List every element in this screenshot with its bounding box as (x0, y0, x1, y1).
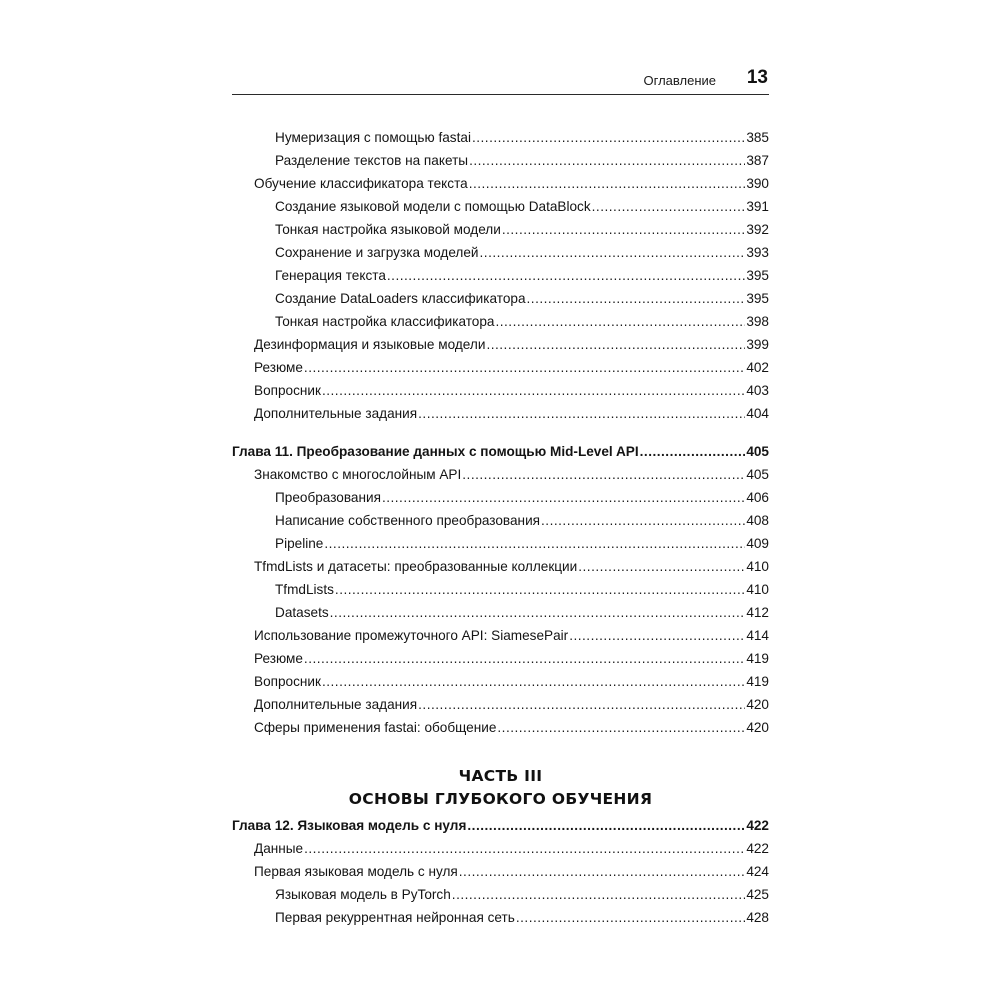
toc-entry-page: 406 (746, 490, 769, 505)
toc-entry-page: 399 (746, 337, 769, 352)
toc-entry-label: Разделение текстов на пакеты (275, 153, 469, 168)
toc-entry[interactable] (232, 467, 769, 490)
toc-entry-page: 387 (746, 153, 769, 168)
toc-entry[interactable] (232, 360, 769, 383)
toc-entry[interactable] (232, 176, 769, 199)
toc-entry[interactable] (232, 199, 769, 222)
toc-entry[interactable] (232, 268, 769, 291)
dot-leader (497, 720, 745, 735)
dot-leader (335, 582, 745, 597)
running-header (232, 62, 769, 95)
toc-entry-label: Создание DataLoaders классификатора (275, 291, 526, 306)
toc-chapter-entry[interactable] (232, 818, 769, 841)
toc-entry-label: Языковая модель в PyTorch (275, 887, 451, 902)
toc-entry-label: Резюме (254, 651, 303, 666)
toc-entry[interactable] (232, 697, 769, 720)
toc-entry-page: 385 (746, 130, 769, 145)
toc-entry-label: Сферы применения fastai: обобщение (254, 720, 497, 735)
toc-entry-page: 395 (746, 291, 769, 306)
toc-entry[interactable] (232, 130, 769, 153)
dot-leader (486, 337, 745, 352)
toc-entry-label: Генерация текста (275, 268, 386, 283)
toc-entry-label: Сохранение и загрузка моделей (275, 245, 479, 260)
toc-entry-page: 391 (746, 199, 769, 214)
dot-leader (330, 605, 746, 620)
toc-entry-label: Первая рекуррентная нейронная сеть (275, 910, 515, 925)
dot-leader (578, 559, 745, 574)
toc-entry-label: Тонкая настройка языковой модели (275, 222, 501, 237)
toc-entry-page: 398 (746, 314, 769, 329)
toc-entry[interactable] (232, 245, 769, 268)
toc-entry-page: 392 (746, 222, 769, 237)
toc-section-chapter-12 (232, 818, 769, 933)
dot-leader (304, 651, 745, 666)
toc-entry-label: Вопросник (254, 383, 321, 398)
toc-entry[interactable] (232, 222, 769, 245)
dot-leader (527, 291, 746, 306)
toc-entry-page: 419 (746, 674, 769, 689)
toc-entry-label: Глава 12. Языковая модель с нуля (232, 818, 467, 833)
toc-entry[interactable] (232, 628, 769, 651)
dot-leader (382, 490, 745, 505)
toc-entry-page: 410 (746, 559, 769, 574)
toc-entry-page: 422 (746, 818, 769, 833)
toc-entry[interactable] (232, 887, 769, 910)
toc-entry[interactable] (232, 153, 769, 176)
toc-entry[interactable] (232, 841, 769, 864)
dot-leader (418, 697, 745, 712)
toc-entry[interactable] (232, 559, 769, 582)
page-number: 13 (746, 67, 768, 88)
dot-leader (324, 536, 745, 551)
toc-entry-label: Данные (254, 841, 304, 856)
toc-entry-label: Вопросник (254, 674, 321, 689)
toc-entry-label: Pipeline (275, 536, 324, 551)
toc-entry[interactable] (232, 383, 769, 406)
header-title: Оглавление (643, 73, 716, 88)
part-title: ОСНОВЫ ГЛУБОКОГО ОБУЧЕНИЯ (348, 790, 653, 808)
toc-entry-label: Нумеризация с помощью fastai (275, 130, 471, 145)
toc-entry[interactable] (232, 720, 769, 743)
toc-entry-page: 403 (746, 383, 769, 398)
toc-entry-label: Первая языковая модель с нуля (254, 864, 458, 879)
toc-entry-label: Дополнительные задания (254, 697, 418, 712)
toc-entry-page: 393 (746, 245, 769, 260)
toc-section-chapter-10-tail (232, 130, 769, 429)
dot-leader (640, 444, 746, 459)
dot-leader (459, 864, 746, 879)
toc-entry-label: Знакомство с многослойным API (254, 467, 462, 482)
toc-entry[interactable] (232, 910, 769, 933)
toc-entry-page: 405 (746, 467, 769, 482)
part-heading (232, 765, 769, 811)
dot-leader (387, 268, 745, 283)
toc-entry-page: 395 (746, 268, 769, 283)
toc-entry-label: Дезинформация и языковые модели (254, 337, 486, 352)
toc-entry-label: Создание языковой модели с помощью DataBlock (275, 199, 591, 214)
toc-entry[interactable] (232, 337, 769, 360)
dot-leader (304, 841, 745, 856)
dot-leader (469, 153, 745, 168)
toc-entry[interactable] (232, 291, 769, 314)
toc-entry-label: Резюме (254, 360, 303, 375)
toc-entry-label: TfmdLists (275, 582, 334, 597)
toc-entry-page: 405 (746, 444, 769, 459)
dot-leader (472, 130, 745, 145)
toc-entry-page: 412 (746, 605, 769, 620)
dot-leader (322, 383, 745, 398)
toc-chapter-entry[interactable] (232, 444, 769, 467)
toc-entry[interactable] (232, 490, 769, 513)
toc-entry-label: Тонкая настройка классификатора (275, 314, 495, 329)
toc-entry-page: 422 (746, 841, 769, 856)
toc-entry-page: 390 (746, 176, 769, 191)
dot-leader (569, 628, 745, 643)
toc-entry-label: Datasets (275, 605, 329, 620)
toc-entry-page: 419 (746, 651, 769, 666)
toc-entry[interactable] (232, 536, 769, 559)
dot-leader (304, 360, 745, 375)
dot-leader (467, 818, 745, 833)
toc-entry-page: 410 (746, 582, 769, 597)
toc-entry-label: Использование промежуточного API: SiamesePair (254, 628, 569, 643)
toc-entry[interactable] (232, 605, 769, 628)
toc-entry[interactable] (232, 513, 769, 536)
dot-leader (516, 910, 745, 925)
part-number: ЧАСТЬ III (458, 767, 543, 785)
toc-entry-page: 428 (746, 910, 769, 925)
toc-entry-label: Глава 11. Преобразование данных с помощью Mid-Level API (232, 444, 639, 459)
dot-leader (462, 467, 745, 482)
dot-leader (469, 176, 746, 191)
dot-leader (502, 222, 745, 237)
toc-entry-label: Обучение классификатора текста (254, 176, 468, 191)
toc-entry[interactable] (232, 582, 769, 605)
toc-entry[interactable] (232, 651, 769, 674)
toc-entry[interactable] (232, 406, 769, 429)
dot-leader (480, 245, 746, 260)
toc-entry-label: TfmdLists и датасеты: преобразованные коллекции (254, 559, 578, 574)
dot-leader (418, 406, 745, 421)
toc-section-chapter-11 (232, 444, 769, 743)
dot-leader (541, 513, 745, 528)
toc-entry-page: 414 (746, 628, 769, 643)
dot-leader (322, 674, 745, 689)
toc-entry-label: Дополнительные задания (254, 406, 418, 421)
toc-entry-page: 409 (746, 536, 769, 551)
toc-entry[interactable] (232, 864, 769, 887)
toc-entry-page: 420 (746, 697, 769, 712)
toc-entry-page: 420 (746, 720, 769, 735)
dot-leader (452, 887, 746, 902)
toc-entry-page: 425 (746, 887, 769, 902)
dot-leader (592, 199, 746, 214)
toc-entry-page: 408 (746, 513, 769, 528)
toc-entry[interactable] (232, 674, 769, 697)
toc-entry-page: 402 (746, 360, 769, 375)
toc-entry-page: 424 (746, 864, 769, 879)
toc-entry[interactable] (232, 314, 769, 337)
toc-entry-label: Преобразования (275, 490, 381, 505)
toc-entry-label: Написание собственного преобразования (275, 513, 541, 528)
dot-leader (495, 314, 745, 329)
toc-entry-page: 404 (746, 406, 769, 421)
